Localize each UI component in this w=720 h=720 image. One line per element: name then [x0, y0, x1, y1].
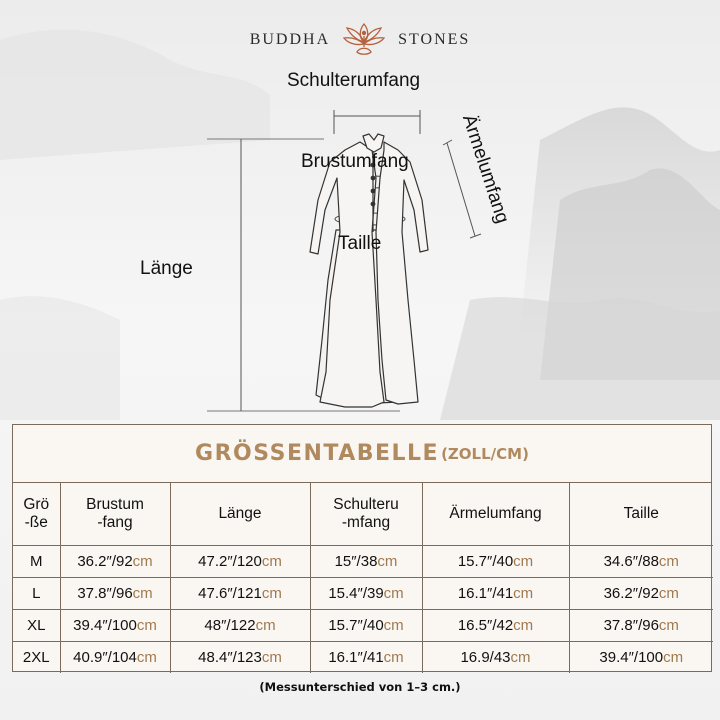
cell-size: L: [13, 577, 60, 609]
cell-waist: [569, 641, 713, 673]
cell-length-value: 47.6″/121: [198, 584, 262, 602]
cell-shoulder-value: 15.7″/40: [328, 616, 384, 634]
cell-sleeve: [422, 577, 569, 609]
cell-unit: cm: [132, 552, 153, 570]
cell-size: 2XL: [13, 641, 60, 673]
cell-length: [170, 577, 310, 609]
header-length: Länge: [170, 483, 310, 545]
cell-waist-value: 37.8″/96: [603, 616, 659, 634]
cell-unit: cm: [658, 584, 679, 602]
cell-waist: [569, 577, 713, 609]
cell-sleeve-value: 15.7″/40: [457, 552, 514, 570]
cell-unit: cm: [261, 648, 282, 666]
header-chest: [60, 483, 170, 545]
cell-chest-value: 40.9″/104: [73, 648, 137, 666]
header-sleeve: Ärmelumfang: [422, 483, 569, 545]
cell-shoulder: [310, 545, 422, 577]
cell-unit: cm: [132, 584, 153, 602]
header-shoulder-line2: -mfang: [341, 513, 391, 531]
cell-unit: cm: [255, 616, 276, 634]
table-title-main: GRÖSSENTABELLE: [195, 441, 440, 466]
cell-length: [170, 609, 310, 641]
footnote: (Messunterschied von 1–3 cm.): [259, 680, 461, 694]
cell-unit: cm: [383, 584, 404, 602]
size-table: [13, 483, 713, 673]
cell-length-value: 48″/122: [204, 616, 256, 634]
cell-unit: cm: [383, 616, 404, 634]
label-sleeve: Ärmelumfang: [458, 112, 513, 226]
table-title-unit: (ZOLL/CM): [441, 444, 529, 463]
size-table-panel: [12, 424, 712, 672]
table-row: [13, 609, 713, 641]
cell-waist-value: 34.6″/88: [603, 552, 659, 570]
table-header-row: [13, 483, 713, 545]
cell-length: [170, 545, 310, 577]
cell-unit: cm: [513, 552, 534, 570]
cell-chest: [60, 641, 170, 673]
cell-waist: [569, 545, 713, 577]
cell-unit: cm: [663, 648, 684, 666]
header-chest-line2: -fang: [97, 513, 133, 531]
cell-shoulder-value: 16.1″/41: [328, 648, 384, 666]
cell-unit: cm: [261, 584, 282, 602]
cell-sleeve: [422, 641, 569, 673]
cell-shoulder-value: 15.4″/39: [328, 584, 384, 602]
cell-length: [170, 641, 310, 673]
cell-size: M: [13, 545, 60, 577]
cell-shoulder: [310, 609, 422, 641]
brand-left-text: BUDDHA: [249, 31, 331, 48]
label-chest: Brustumfang: [301, 151, 409, 172]
label-shoulder: Schulterumfang: [287, 70, 421, 91]
cell-unit: cm: [377, 552, 398, 570]
table-title: [13, 425, 711, 483]
cell-sleeve-value: 16.9/43: [460, 648, 511, 666]
cell-unit: cm: [136, 616, 157, 634]
cell-sleeve-value: 16.5″/42: [457, 616, 514, 634]
cell-size: XL: [13, 609, 60, 641]
cell-chest: [60, 609, 170, 641]
header-waist: Taille: [569, 483, 713, 545]
cell-length-value: 48.4″/123: [198, 648, 262, 666]
cell-waist-value: 39.4″/100: [599, 648, 664, 666]
cell-unit: cm: [658, 552, 679, 570]
cell-chest: [60, 577, 170, 609]
header-size-line1: Grö: [23, 495, 50, 513]
cell-unit: cm: [510, 648, 531, 666]
cell-chest: [60, 545, 170, 577]
cell-shoulder: [310, 641, 422, 673]
cell-chest-value: 36.2″/92: [77, 552, 133, 570]
cell-chest-value: 39.4″/100: [73, 616, 137, 634]
header-chest-line1: Brustum: [86, 495, 144, 513]
cell-shoulder-value: 15″/38: [334, 552, 378, 570]
cell-length-value: 47.2″/120: [198, 552, 262, 570]
header-shoulder: [310, 483, 422, 545]
header-shoulder-line1: Schulteru: [333, 495, 399, 513]
cell-sleeve-value: 16.1″/41: [457, 584, 514, 602]
cell-shoulder: [310, 577, 422, 609]
cell-unit: cm: [136, 648, 157, 666]
cell-unit: cm: [513, 584, 534, 602]
cell-unit: cm: [513, 616, 534, 634]
header-size: [13, 483, 60, 545]
cell-waist: [569, 609, 713, 641]
cell-unit: cm: [658, 616, 679, 634]
label-waist: Taille: [338, 233, 382, 254]
cell-chest-value: 37.8″/96: [77, 584, 133, 602]
cell-unit: cm: [261, 552, 282, 570]
table-row: [13, 545, 713, 577]
cell-sleeve: [422, 545, 569, 577]
label-length: Länge: [140, 258, 193, 279]
header-size-line2: -ße: [24, 513, 48, 531]
cell-sleeve: [422, 609, 569, 641]
cell-waist-value: 36.2″/92: [603, 584, 659, 602]
table-row: [13, 577, 713, 609]
brand-right-text: STONES: [398, 31, 471, 48]
cell-unit: cm: [383, 648, 404, 666]
table-row: [13, 641, 713, 673]
